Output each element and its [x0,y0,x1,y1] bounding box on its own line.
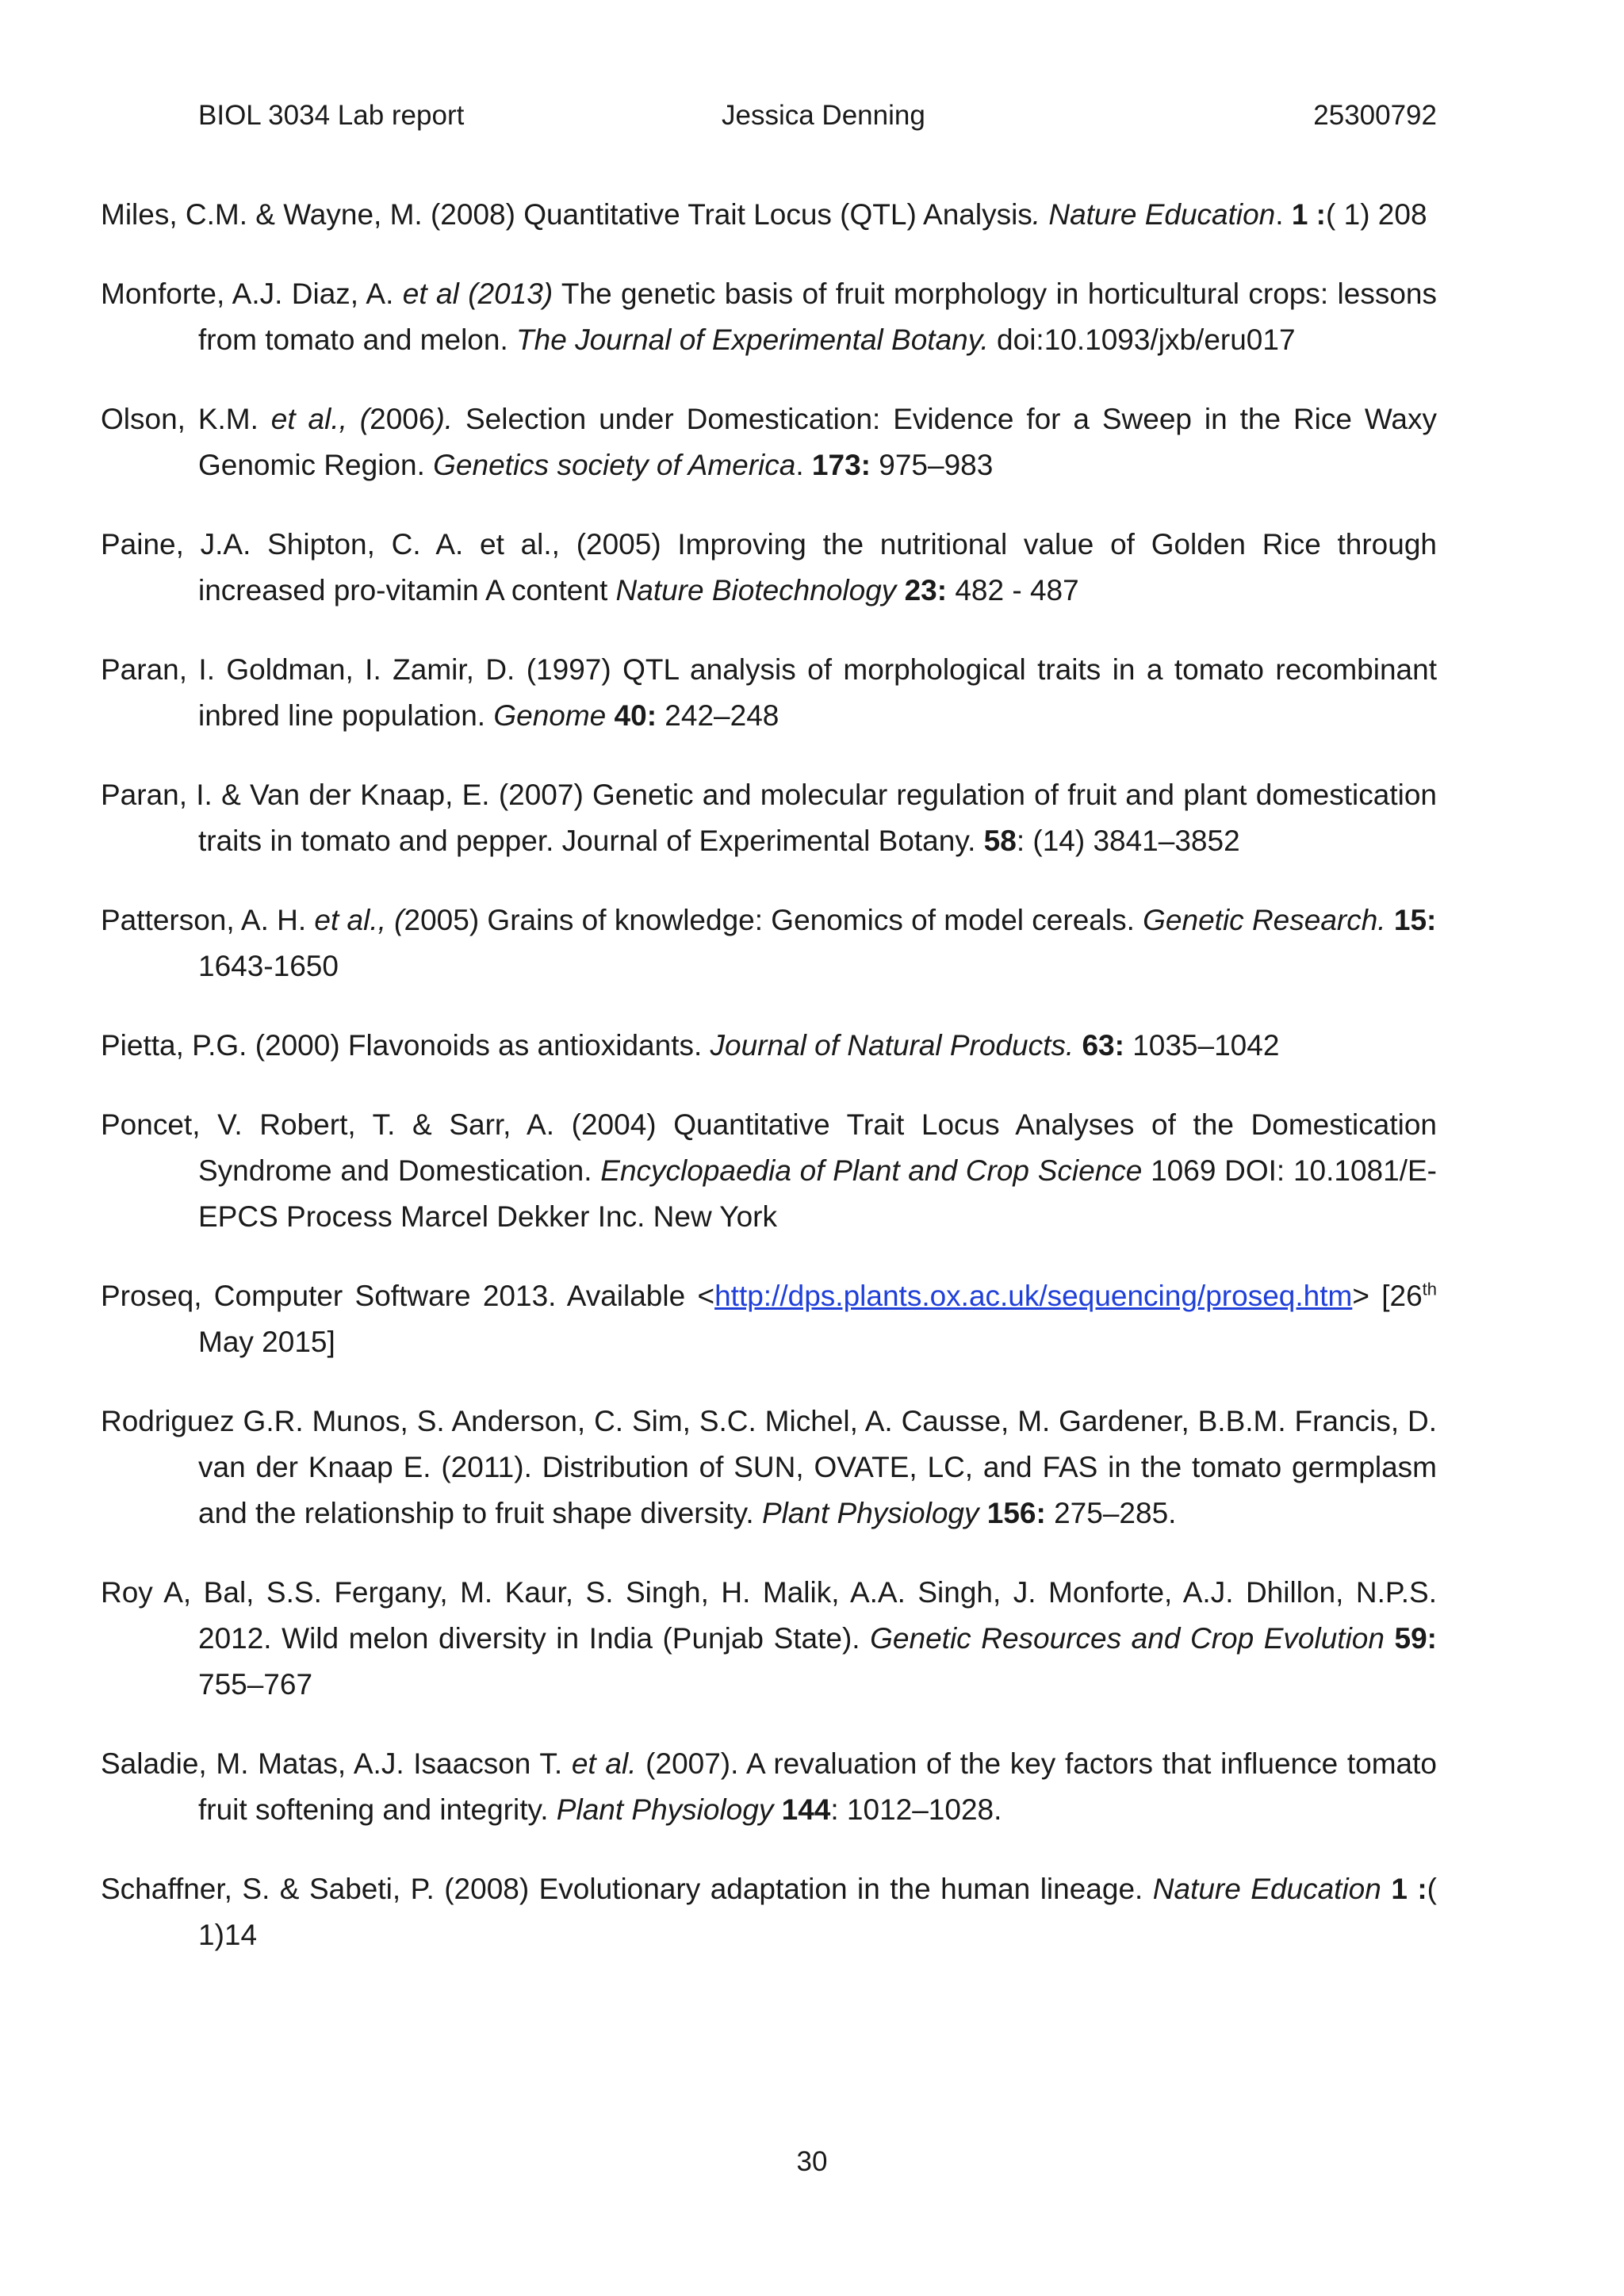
header-student-id: 25300792 [1313,100,1437,131]
reference-roy-2012: Roy A, Bal, S.S. Fergany, M. Kaur, S. Singh, H. Malik, A.A. Singh, J. Monforte, A.J. Dhillon, N.P.S. 2012. Wild melon diversity in India (Punjab State). Genetic Resources and Crop Evolution 59: 755–767 [101,1576,1438,1701]
journal-title: Genetic Research. [1143,904,1386,936]
reference-pietta-2000: Pietta, P.G. (2000) Flavonoids as antioxidants. Journal of Natural Products. 63: 1035–1042 [101,1029,1280,1062]
volume: 63: [1082,1029,1124,1062]
volume: 59: [1394,1622,1438,1655]
page-header [0,100,1624,135]
volume: 1 : [1291,198,1327,231]
journal-title: Genetic Resources and Crop Evolution [870,1622,1385,1655]
journal-title: Genetics society of America [433,449,796,481]
volume: 156: [986,1497,1046,1529]
volume: 23: [904,574,948,607]
reference-miles-2008: Miles, C.M. & Wayne, M. (2008) Quantitative Trait Locus (QTL) Analysis. Nature Education. 1 :( 1) 208 [101,198,1427,231]
header-author: Jessica Denning [722,100,925,131]
journal-title: Encyclopaedia of Plant and Crop Science [600,1154,1143,1187]
reference-olson-2006: Olson, K.M. et al., (2006). Selection under Domestication: Evidence for a Sweep in the Rice Waxy Genomic Region. Genetics society of America. 173: 975–983 [101,403,1437,481]
volume: 40: [614,699,657,732]
reference-patterson-2005: Patterson, A. H. et al., (2005) Grains of knowledge: Genomics of model cereals. Genetic Research. 15: 1643-1650 [101,904,1437,982]
reference-saladie-2007: Saladie, M. Matas, A.J. Isaacson T. et al. (2007). A revaluation of the key factors that influence tomato fruit softening and integrity. Plant Physiology 144: 1012–1028. [101,1747,1437,1826]
reference-paran-2007: Paran, I. & Van der Knaap, E. (2007) Genetic and molecular regulation of fruit and plant domestication traits in tomato and pepper. Journal of Experimental Botany. 58: (14) 3841–3852 [101,779,1437,857]
page-number: 30 [796,2146,828,2177]
volume: 144 [781,1793,831,1826]
reference-schaffner-2008: Schaffner, S. & Sabeti, P. (2008) Evolutionary adaptation in the human lineage. Nature Education 1 :( 1)14 [101,1873,1437,1951]
journal-title: Plant Physiology [556,1793,774,1826]
reference-proseq-2013: Proseq, Computer Software 2013. Available <http://dps.plants.ox.ac.uk/sequencing/proseq.htm> [26th May 2015] [101,1279,1438,1358]
reference-paran-1997: Paran, I. Goldman, I. Zamir, D. (1997) QTL analysis of morphological traits in a tomato recombinant inbred line population. Genome 40: 242–248 [101,653,1437,732]
reference-poncet-2004: Poncet, V. Robert, T. & Sarr, A. (2004) Quantitative Trait Locus Analyses of the Domestication Syndrome and Domestication. Encyclopaedia of Plant and Crop Science 1069 DOI: 10.1081/E-EPCS Process Marcel Dekker Inc. New York [101,1108,1437,1233]
volume: 1 : [1391,1873,1427,1905]
proseq-link[interactable]: http://dps.plants.ox.ac.uk/sequencing/proseq.htm [714,1280,1353,1312]
reference-paine-2005: Paine, J.A. Shipton, C. A. et al., (2005) Improving the nutritional value of Golden Rice through increased pro-vitamin A content Nature Biotechnology 23: 482 - 487 [101,528,1437,607]
journal-title: Journal of Natural Products. [710,1029,1074,1062]
journal-title: Nature Education [1048,198,1276,231]
header-course: BIOL 3034 Lab report [198,100,465,131]
journal-title: Nature Education [1152,1873,1381,1905]
volume: 58 [983,825,1017,857]
reference-monforte-2013: Monforte, A.J. Diaz, A. et al (2013) The genetic basis of fruit morphology in horticultural crops: lessons from tomato and melon. The Journal of Experimental Botany. doi:10.1093/jxb/eru017 [101,277,1438,356]
journal-title: Genome [493,699,607,732]
reference-rodriguez-2011: Rodriguez G.R. Munos, S. Anderson, C. Sim, S.C. Michel, A. Causse, M. Gardener, B.B.M. Francis, D. van der Knaap E. (2011). Distribution of SUN, OVATE, LC, and FAS in the tomato germplasm and the relationship to fruit shape diversity. Plant Physiology 156: 275–285. [101,1405,1437,1529]
volume: 173: [811,449,871,481]
volume: 15: [1393,904,1437,936]
reference-list [101,192,1437,1992]
journal-title: Plant Physiology [761,1497,979,1529]
journal-title: The Journal of Experimental Botany. [516,323,989,356]
journal-title: Nature Biotechnology [615,574,897,607]
